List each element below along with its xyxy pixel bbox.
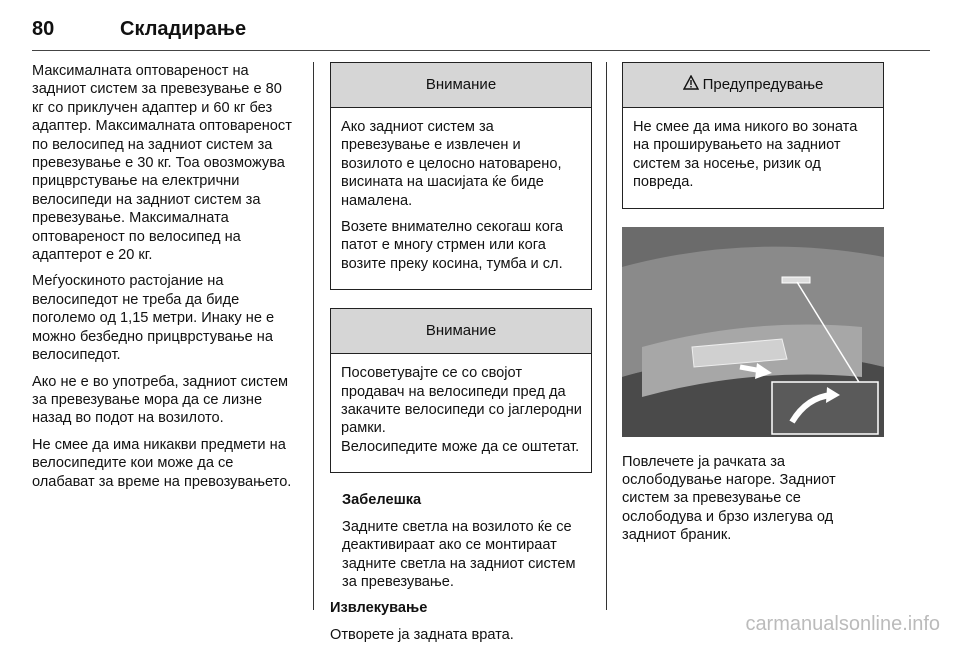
caution-box-1 — [330, 62, 592, 290]
warning-header — [623, 63, 883, 108]
extract-text: Отворете ја задната врата. — [330, 626, 514, 643]
illustration-caption: Повлечете ја рачката за ослободување нагоре. Задниот систем за превезување се ослободува и брзо излегува од задниот браник. — [622, 453, 836, 544]
note-block — [330, 491, 592, 591]
paragraph-wheelbase: Меѓуоскиното растојание на велосипедот не треба да биде поголемо од 1,15 метри. Инаку не е можно безбедно прицврстување на велосипедот. — [32, 273, 275, 364]
warning-box — [622, 62, 884, 209]
paragraph-capacity: Максималната оптовареност на задниот систем за превезување е 80 кг со приклучен адаптер и 60 кг без адаптер. Максималната оптовареност по велосипед на задниот систем за превезување е 30 кг. Тоа овозможува прицврстување на електрични велосипеди на задниот систем за превезување. Максималната оптовареност по велосипед на адаптерот е 20 кг. — [32, 63, 292, 264]
note-text: Задните светла на возилото ќе се деактивираат ако се монтираат задните светла на задниот систем за превезување. — [342, 518, 576, 590]
caution-title-2: Внимание — [331, 309, 591, 354]
chapter-title: Складирање — [120, 18, 247, 40]
page-number: 80 — [32, 18, 55, 40]
page-header — [32, 10, 930, 51]
watermark: carmanualsonline.info — [745, 613, 940, 635]
warning-title: Предупредување — [702, 75, 824, 93]
column-divider-2 — [606, 62, 607, 610]
warning-text: Не смее да има никого во зоната на проширувањето на задниот систем за носење, ризик од повреда. — [633, 119, 858, 191]
warning-triangle-icon — [683, 75, 699, 95]
column-right — [622, 62, 884, 553]
caution-text-1a: Ако задниот систем за превезување е извлечен и возилото е целосно натоварено, висината на шасијата ќе биде намалена. — [341, 119, 562, 209]
caution-text-2b: Велосипедите може да се оштетат. — [341, 438, 580, 455]
caution-text-1b: Возете внимателно секогаш кога патот е многу стрмен или кога возите преку косина, тумба и сл. — [341, 219, 563, 272]
rear-carrier-illustration — [622, 227, 884, 437]
column-left — [32, 62, 294, 499]
column-middle — [330, 62, 592, 652]
paragraph-stow: Ако не е во употреба, задниот систем за превезување мора да се лизне назад во подот на возилото. — [32, 373, 289, 427]
caution-text-2a: Посоветувајте се со својот продавач на велосипеди пред да закачите велосипеди со јаглеродни рамки. — [341, 365, 582, 437]
paragraph-loose-items: Не смее да има никакви предмети на велосипедите кои може да се олабават за време на превозувањето. — [32, 436, 292, 490]
caution-title-1: Внимание — [331, 63, 591, 108]
column-divider — [313, 62, 314, 610]
extract-heading: Извлекување — [330, 600, 428, 617]
caution-box-2 — [330, 308, 592, 473]
note-title: Забелешка — [342, 492, 422, 509]
